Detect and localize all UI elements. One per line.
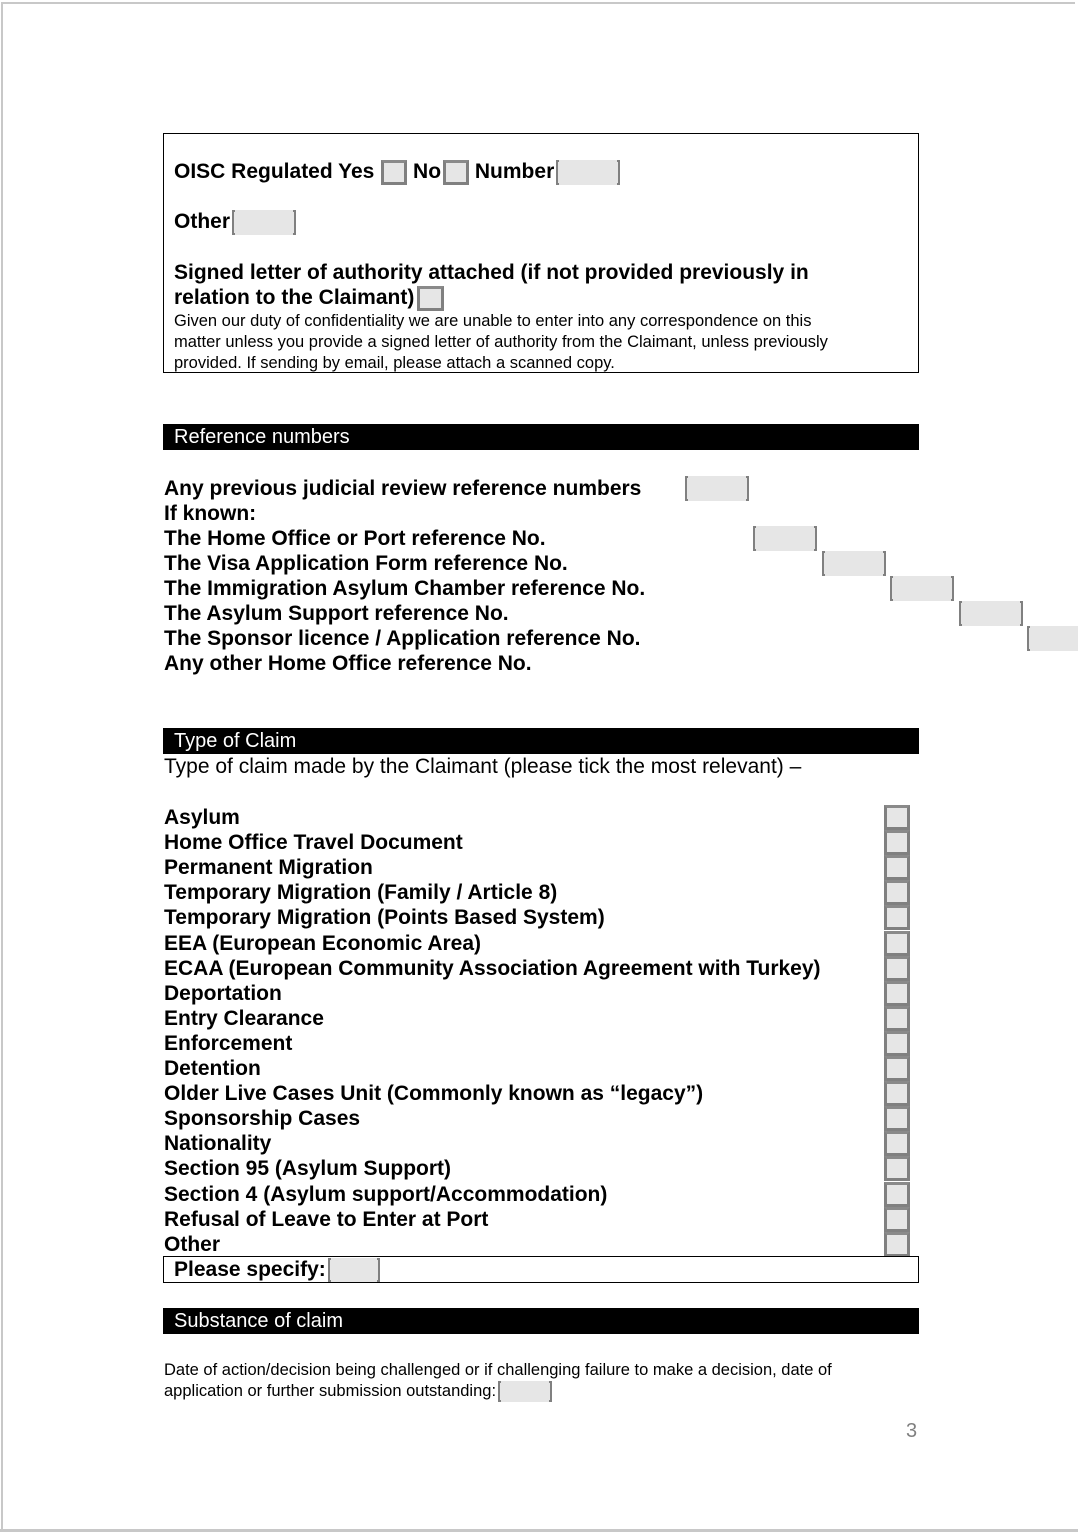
authority-attached-checkbox[interactable] xyxy=(417,286,444,311)
please-specify-field[interactable] xyxy=(328,1258,380,1282)
claim-option-checkbox[interactable] xyxy=(884,1106,910,1131)
type-of-claim-heading: Type of Claim xyxy=(163,728,919,754)
claim-option-label: Sponsorship Cases xyxy=(164,1107,361,1130)
confidentiality-line2: matter unless you provide a signed letter of authority from the Claimant, unless previously xyxy=(174,333,828,351)
claim-option-checkbox[interactable] xyxy=(884,931,910,956)
claim-option-checkbox[interactable] xyxy=(884,1156,910,1181)
claim-option-label: Entry Clearance xyxy=(164,1007,324,1030)
authority-row xyxy=(174,285,444,311)
substance-of-claim-heading: Substance of claim xyxy=(163,1308,919,1334)
claim-option-checkbox[interactable] xyxy=(884,1081,910,1106)
judicial-review-label: Any previous judicial review reference numbers xyxy=(164,477,642,500)
date-label-line2: application or further submission outstanding: xyxy=(164,1382,497,1400)
reference-label: Any other Home Office reference No. xyxy=(164,652,532,675)
claim-option-checkbox[interactable] xyxy=(884,1006,910,1031)
reference-label: The Visa Application Form reference No. xyxy=(164,552,568,575)
confidentiality-line1: Given our duty of confidentiality we are unable to enter into any correspondence on this xyxy=(174,312,812,330)
claim-option-label: Nationality xyxy=(164,1132,272,1155)
page-number: 3 xyxy=(906,1420,918,1442)
immigration-asylum-chamber-reference-field[interactable] xyxy=(890,576,954,601)
number-label: Number xyxy=(474,160,555,183)
page-edge xyxy=(0,1529,1078,1532)
claim-option-label: Deportation xyxy=(164,982,282,1005)
claim-option-checkbox[interactable] xyxy=(884,905,910,930)
judicial-review-field[interactable] xyxy=(685,476,749,501)
other-row xyxy=(174,209,296,235)
reference-numbers-heading: Reference numbers xyxy=(163,424,919,450)
claim-option-label: Section 95 (Asylum Support) xyxy=(164,1157,452,1180)
claim-option-label: Asylum xyxy=(164,806,240,829)
reference-label: The Home Office or Port reference No. xyxy=(164,527,546,550)
please-specify-label: Please specify: xyxy=(174,1258,326,1281)
visa-application-reference-field[interactable] xyxy=(822,551,886,576)
authority-label-line1: Signed letter of authority attached (if not provided previously in xyxy=(174,261,809,284)
claim-option-label: ECAA (European Community Association Agreement with Turkey) xyxy=(164,957,821,980)
reference-label: The Sponsor licence / Application reference No. xyxy=(164,627,641,650)
claim-option-label: Older Live Cases Unit (Commonly known as “legacy”) xyxy=(164,1082,704,1105)
claim-option-label: Other xyxy=(164,1233,221,1256)
claim-option-label: Permanent Migration xyxy=(164,856,373,879)
oisc-no-label: No xyxy=(413,160,442,183)
oisc-yes-checkbox[interactable] xyxy=(381,160,407,185)
date-row xyxy=(164,1381,552,1402)
asylum-support-reference-field[interactable] xyxy=(959,601,1023,626)
date-label-line1: Date of action/decision being challenged or if challenging failure to make a decision, date of xyxy=(164,1361,832,1379)
if-known-label: If known: xyxy=(164,502,257,525)
oisc-row xyxy=(174,159,620,185)
claim-option-label: Refusal of Leave to Enter at Port xyxy=(164,1208,489,1231)
home-office-reference-field[interactable] xyxy=(753,526,817,551)
claim-option-checkbox[interactable] xyxy=(884,805,910,830)
claim-option-checkbox[interactable] xyxy=(884,1131,910,1156)
claim-option-checkbox[interactable] xyxy=(884,981,910,1006)
authority-label-line2: relation to the Claimant) xyxy=(174,286,415,309)
oisc-no-checkbox[interactable] xyxy=(443,160,469,185)
claim-option-label: Temporary Migration (Points Based System) xyxy=(164,906,605,929)
claim-option-label: Temporary Migration (Family / Article 8) xyxy=(164,881,558,904)
type-of-claim-instruction: Type of claim made by the Claimant (please tick the most relevant) – xyxy=(164,755,802,778)
please-specify-row xyxy=(174,1257,380,1282)
claim-option-checkbox[interactable] xyxy=(884,1056,910,1081)
oisc-number-field[interactable] xyxy=(556,160,620,185)
reference-label: The Immigration Asylum Chamber reference No. xyxy=(164,577,646,600)
claim-option-checkbox[interactable] xyxy=(884,855,910,880)
claim-option-label: Section 4 (Asylum support/Accommodation) xyxy=(164,1183,608,1206)
claim-option-checkbox[interactable] xyxy=(884,880,910,905)
claim-option-label: Home Office Travel Document xyxy=(164,831,463,854)
other-field[interactable] xyxy=(232,210,296,235)
claim-option-label: Detention xyxy=(164,1057,261,1080)
claim-option-checkbox[interactable] xyxy=(884,830,910,855)
claim-option-checkbox[interactable] xyxy=(884,1031,910,1056)
decision-date-field[interactable] xyxy=(498,1381,552,1402)
other-label: Other xyxy=(174,210,231,233)
claim-option-checkbox[interactable] xyxy=(884,1207,910,1232)
sponsor-licence-reference-field[interactable] xyxy=(1027,626,1078,651)
claim-option-checkbox[interactable] xyxy=(884,1232,910,1257)
oisc-label: OISC Regulated Yes xyxy=(174,160,375,183)
claim-option-label: EEA (European Economic Area) xyxy=(164,932,482,955)
confidentiality-line3: provided. If sending by email, please attach a scanned copy. xyxy=(174,354,615,372)
claim-option-label: Enforcement xyxy=(164,1032,293,1055)
reference-label: The Asylum Support reference No. xyxy=(164,602,509,625)
claim-option-checkbox[interactable] xyxy=(884,1182,910,1207)
claim-option-checkbox[interactable] xyxy=(884,956,910,981)
